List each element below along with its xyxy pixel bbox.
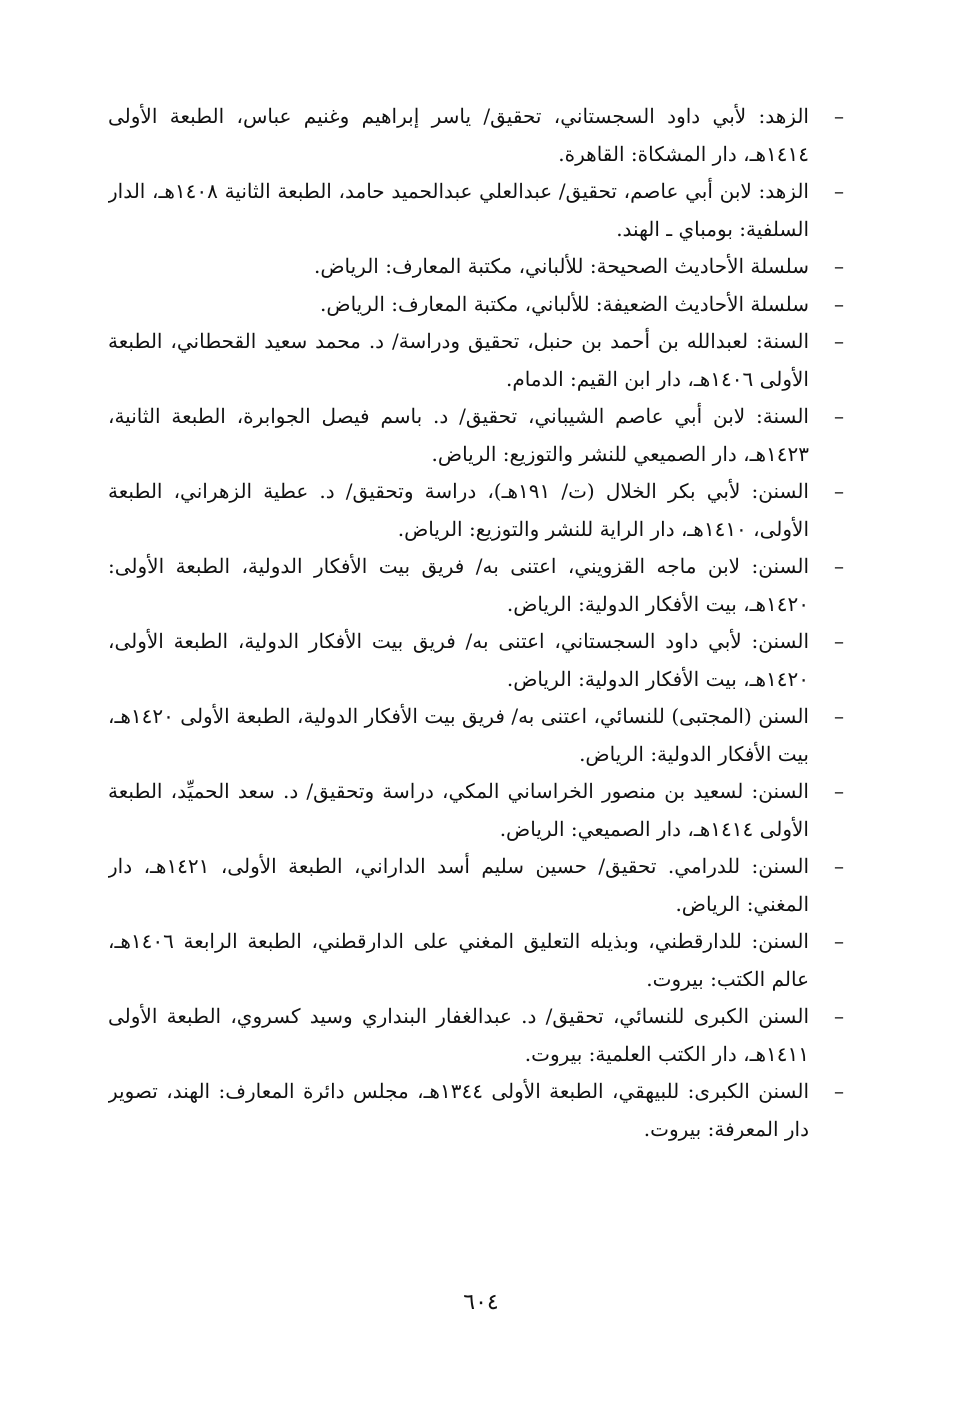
entry-dash: –: [834, 554, 844, 578]
entry-text: السنة: لابن أبي عاصم الشيباني، تحقيق/ د. باسم فيصل الجوابرة، الطبعة الثانية، ١٤٢٣هـ، دار الصميعي للنشر والتوزيع: الرياض.: [108, 404, 809, 466]
entry-text: سلسلة الأحاديث الصحيحة: للألباني، مكتبة المعارف: الرياض.: [313, 254, 809, 278]
entry-text: السنن: للدارقطني، وبذيله التعليق المغني على الدارقطني، الطبعة الرابعة ١٤٠٦هـ، عالم الكتب: بيروت.: [108, 929, 809, 991]
entry-text: السنن الكبرى: للبيهقي، الطبعة الأولى ١٣٤٤هـ، مجلس دائرة المعارف: الهند، تصوير دار المعرفة: بيروت.: [108, 1079, 810, 1141]
entry-text: السنن: لأبي داود السجستاني، اعتنى به/ فريق بيت الأفكار الدولية، الطبعة الأولى، ١٤٢٠هـ، بيت الأفكار الدولية: الرياض.: [108, 629, 809, 691]
page-number: ٦٠٤: [463, 1290, 499, 1315]
entry-text: السنة: لعبدالله بن أحمد بن حنبل، تحقيق ودراسة/ د. محمد سعيد القحطاني، الطبعة الأولى ١٤٠٦هـ، دار ابن القيم: الدمام.: [108, 329, 809, 391]
bibliography-entry: [108, 98, 853, 173]
entry-dash: –: [834, 104, 844, 128]
bibliography-entry: [108, 623, 853, 698]
entry-text: السنن (المجتبى) للنسائي، اعتنى به/ فريق بيت الأفكار الدولية، الطبعة الأولى ١٤٢٠هـ، بيت الأفكار الدولية: الرياض.: [108, 704, 809, 766]
entry-text: الزهد: لابن أبي عاصم، تحقيق/ عبدالعلي عبدالحميد حامد، الطبعة الثانية ١٤٠٨هـ، الدار السلفية: بومباي ـ الهند.: [108, 179, 809, 241]
entry-text: سلسلة الأحاديث الضعيفة: للألباني، مكتبة المعارف: الرياض.: [320, 291, 809, 316]
entry-dash: –: [834, 629, 844, 653]
bibliography-entry: [108, 248, 853, 286]
bibliography-entry: [108, 773, 853, 848]
entry-text: السنن: لابن ماجه القزويني، اعتنى به/ فريق بيت الأفكار الدولية، الطبعة الأولى: ١٤٢٠هـ، بيت الأفكار الدولية: الرياض.: [108, 554, 809, 616]
bibliography-list: [108, 98, 853, 1148]
bibliography-entry: [108, 173, 853, 248]
entry-dash: –: [834, 704, 844, 728]
entry-text: السنن: للدرامي. تحقيق/ حسين سليم أسد الداراني، الطبعة الأولى، ١٤٢١هـ، دار المغني: الرياض.: [108, 854, 810, 916]
entry-text: الزهد: لأبي داود السجستاني، تحقيق/ ياسر إبراهيم وغنيم عباس، الطبعة الأولى ١٤١٤هـ، دار المشكاة: القاهرة.: [108, 104, 809, 166]
entry-dash: –: [834, 329, 844, 353]
bibliography-entry: [108, 286, 853, 324]
bibliography-entry: [108, 473, 853, 548]
entry-dash: –: [834, 479, 844, 503]
entry-text: السنن: لأبي بكر الخلال (ت/ ١٩١هـ)، دراسة وتحقيق/ د. عطية الزهراني، الطبعة الأولى، ١٤١٠هـ، دار الراية للنشر والتوزيع: الرياض.: [108, 479, 809, 541]
entry-dash: –: [834, 179, 844, 203]
entry-dash: –: [834, 854, 844, 878]
bibliography-entry: [108, 548, 853, 623]
bibliography-entry: [108, 1073, 853, 1148]
entry-dash: –: [834, 1004, 844, 1028]
entry-dash: –: [834, 929, 844, 953]
bibliography-entry: [108, 698, 853, 773]
bibliography-entry: [108, 998, 853, 1073]
entry-text: السنن: لسعيد بن منصور الخراساني المكي، دراسة وتحقيق/ د. سعد الحميِّد، الطبعة الأولى ١٤١٤هـ، دار الصميعي: الرياض.: [108, 779, 809, 841]
bibliography-entry: [108, 923, 853, 998]
entry-dash: –: [834, 779, 844, 803]
bibliography-entry: [108, 398, 853, 473]
entry-dash: –: [834, 1079, 844, 1103]
bibliography-entry: [108, 323, 853, 398]
bibliography-entry: [108, 848, 853, 923]
entry-dash: –: [834, 254, 844, 278]
entry-dash: –: [834, 291, 844, 316]
entry-dash: –: [834, 404, 844, 428]
entry-text: السنن الكبرى للنسائي، تحقيق/ د. عبدالغفار البنداري وسيد كسروي، الطبعة الأولى ١٤١١هـ، دار الكتب العلمية: بيروت.: [108, 1004, 809, 1066]
